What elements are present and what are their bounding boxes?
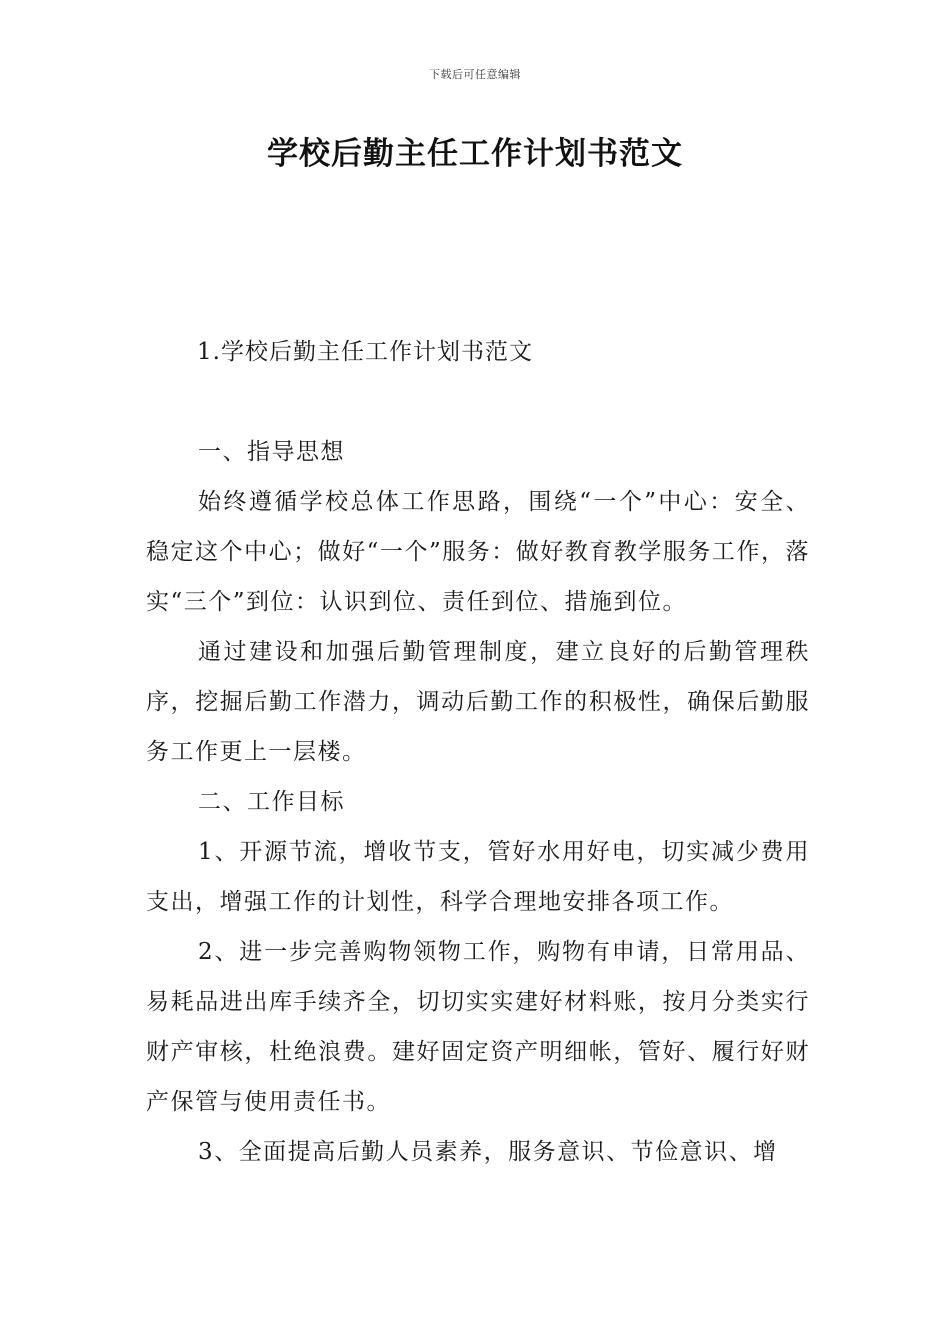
document-body — [146, 427, 810, 1177]
body-paragraph: 2、进一步完善购物领物工作，购物有申请，日常用品、易耗品进出库手续齐全，切切实实建好材料账，按月分类实行财产审核，杜绝浪费。建好固定资产明细帐，管好、履行好财产保管与使用责任书。 — [146, 939, 810, 1115]
body-paragraph: 通过建设和加强后勤管理制度，建立良好的后勤管理秩序，挖掘后勤工作潜力，调动后勤工作的积极性，确保后勤服务工作更上一层楼。 — [146, 639, 810, 765]
body-paragraph: 1、开源节流，增收节支，管好水用好电，切实减少费用支出，增强工作的计划性，科学合理地安排各项工作。 — [146, 839, 810, 915]
header-note: 下载后可任意编辑 — [429, 68, 521, 81]
heading-work-goals: 二、工作目标 — [198, 789, 345, 815]
document-title: 学校后勤主任工作计划书范文 — [267, 136, 683, 172]
body-paragraph: 始终遵循学校总体工作思路，围绕“一个”中心：安全、稳定这个中心；做好“一个”服务：做好教育教学服务工作，落实“三个”到位：认识到位、责任到位、措施到位。 — [146, 489, 810, 615]
section-subtitle: 1.学校后勤主任工作计划书范文 — [197, 339, 533, 365]
heading-guiding-ideology: 一、指导思想 — [198, 439, 345, 465]
body-paragraph: 3、全面提高后勤人员素养，服务意识、节俭意识、增 — [198, 1139, 778, 1165]
